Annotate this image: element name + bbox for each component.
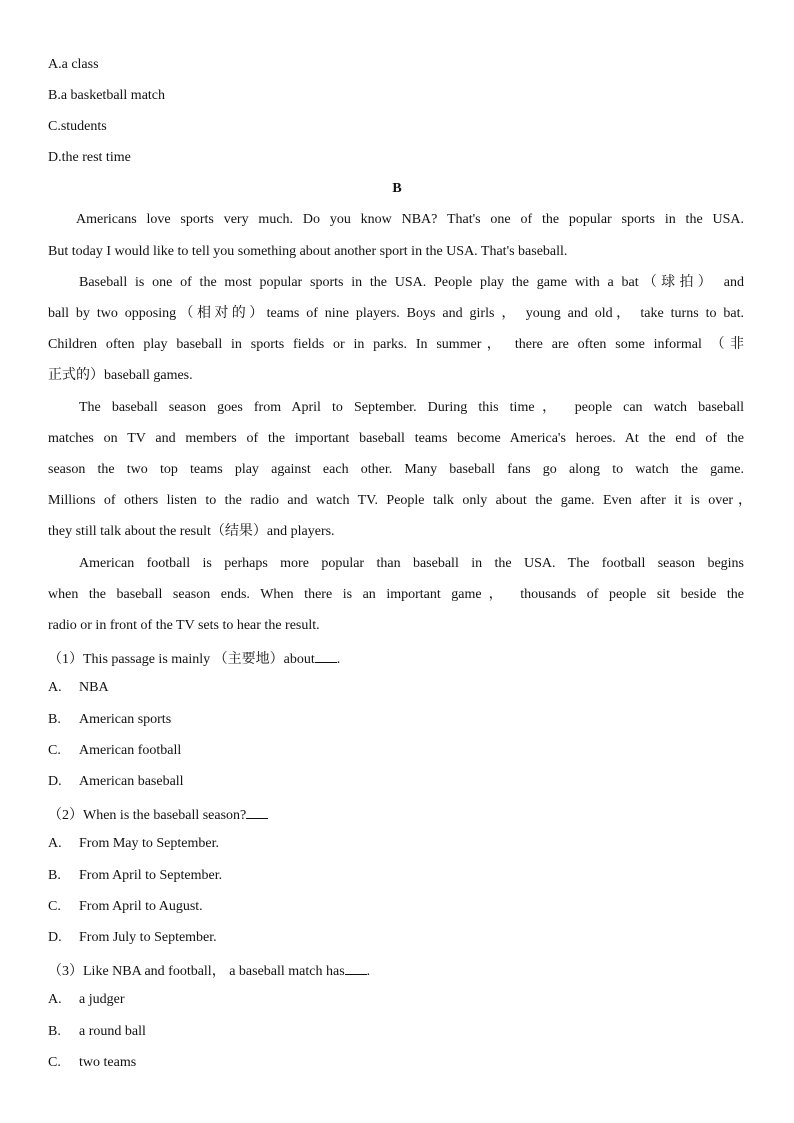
passage-line-12: American football is perhaps more popular than baseball in the USA. The football season begins: [79, 556, 744, 571]
prev-option-b: B.a basketball match: [48, 88, 166, 103]
option-letter: A.: [48, 680, 62, 695]
question-1-text: （1）This passage is mainly （主要地）about: [48, 652, 315, 667]
option-text: two teams: [79, 1055, 137, 1070]
passage-line-10: Millions of others listen to the radio and watch TV. People talk only about the game. Even after it is over，: [48, 493, 752, 508]
passage-line-8: matches on TV and members of the important baseball teams become America's heroes. At the end of the: [48, 431, 744, 446]
option-text: American baseball: [79, 774, 184, 789]
question-1-option-c: [48, 742, 748, 760]
option-text: From April to August.: [79, 899, 203, 914]
passage-line-11: they still talk about the result（结果）and players.: [48, 524, 335, 539]
passage-line-14: radio or in front of the TV sets to hear the result.: [48, 618, 320, 633]
option-text: American sports: [79, 712, 172, 727]
passage-line-9: season the two top teams play against each other. Many baseball fans go along to watch the game.: [48, 462, 744, 477]
answer-blank: [345, 960, 367, 975]
answer-blank: [315, 648, 337, 663]
question-1-stem: [48, 648, 340, 669]
option-text: a round ball: [79, 1024, 146, 1039]
option-text: American football: [79, 743, 182, 758]
prev-option-a: A.a class: [48, 57, 99, 72]
option-text: From July to September.: [79, 930, 217, 945]
question-2-option-c: [48, 898, 748, 916]
question-2-option-a: [48, 835, 748, 853]
passage-line-4: ball by two opposing（相对的）teams of nine players. Boys and girls ， young and old， take turns to bat.: [48, 306, 744, 321]
option-text: NBA: [79, 680, 109, 695]
passage-line-7: The baseball season goes from April to September. During this time， people can watch baseball: [79, 400, 744, 415]
prev-option-d: D.the rest time: [48, 150, 131, 165]
option-letter: B.: [48, 712, 61, 727]
question-1-option-d: [48, 773, 748, 791]
question-3-option-a: [48, 991, 748, 1009]
passage-line-5: Children often play baseball in sports fields or in parks. In summer， there are often some informal （非: [48, 337, 744, 352]
option-text: From May to September.: [79, 836, 219, 851]
option-letter: A.: [48, 992, 62, 1007]
option-text: a judger: [79, 992, 125, 1007]
option-letter: C.: [48, 1055, 61, 1070]
question-1-end: .: [336, 652, 341, 667]
question-2-stem: [48, 804, 268, 825]
section-heading: B: [392, 181, 402, 196]
option-text: From April to September.: [79, 868, 223, 883]
question-3-option-c: [48, 1054, 748, 1072]
option-letter: B.: [48, 868, 61, 883]
question-1-option-a: [48, 679, 748, 697]
option-letter: D.: [48, 930, 62, 945]
passage-line-1: Americans love sports very much. Do you know NBA? That's one of the popular sports in the USA.: [76, 212, 744, 227]
question-1-option-b: [48, 711, 748, 729]
answer-blank: [246, 804, 268, 819]
option-letter: C.: [48, 899, 61, 914]
prev-option-c: C.students: [48, 119, 107, 134]
question-2-text: （2）When is the baseball season?: [48, 808, 247, 823]
passage-line-6: 正式的）baseball games.: [48, 368, 193, 383]
option-letter: D.: [48, 774, 62, 789]
option-letter: A.: [48, 836, 62, 851]
passage-line-2: But today I would like to tell you something about another sport in the USA. That's baseball.: [48, 244, 568, 259]
question-3-end: .: [366, 964, 371, 979]
passage-line-13: when the baseball season ends. When there is an important game， thousands of people sit beside the: [48, 587, 744, 602]
option-letter: B.: [48, 1024, 61, 1039]
option-letter: C.: [48, 743, 61, 758]
question-2-option-d: [48, 929, 748, 947]
question-3-text: （3）Like NBA and football， a baseball match has: [48, 964, 345, 979]
question-3-option-b: [48, 1023, 748, 1041]
question-3-stem: [48, 960, 370, 981]
question-2-option-b: [48, 867, 748, 885]
passage-line-3: Baseball is one of the most popular sports in the USA. People play the game with a bat（球拍） and: [79, 275, 744, 290]
